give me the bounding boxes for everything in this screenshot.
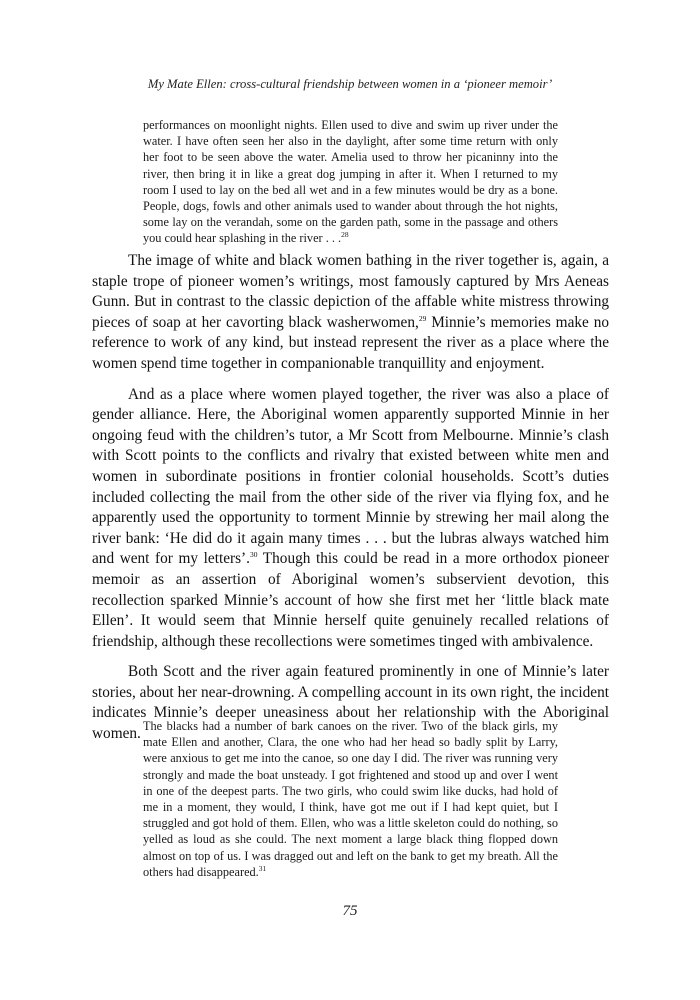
paragraph [92,385,609,653]
paragraph-text: Minnie’s memories make no reference to work of any kind, but instead represent the river as a place where the women spend time together in companionable tranquillity and enjoyment. [92,313,609,372]
paragraph-text: Though this could be read in a more orthodox pioneer memoir as an assertion of Aboriginal women’s subservient devotion, this recollection sparked Minnie’s account of how she first met her ‘little black mate Ellen’. It would seem that Minnie herself quite genuinely recalled relations of friendship, although these recollections were sometimes tinged with ambivalence. [92,550,610,650]
footnote-marker: 28 [341,230,349,240]
running-head: My Mate Ellen: cross-cultural friendship between women in a ‘pioneer memoir’ [147,77,553,91]
paragraph-text: Both Scott and the river again featured prominently in one of Minnie’s later stories, about her near-drowning. A compelling account in its own right, the incident indicates Minnie’s deeper uneasiness about her relationship with the Aboriginal women. [92,663,609,743]
paragraph-text: And as a place where women played together, the river was also a place of gender alliance. Here, the Aboriginal women apparently supported Minnie in her ongoing feud with the children’s tutor, a Mr Scott from Melbourne. Minnie’s clash with Scott points to the conflicts and rivalry that existed between white men and women in subordinate positions in frontier colonial households. Scott’s duties included collecting the mail from the other side of the river via flying fox, and he apparently used the opportunity to torment Minnie by strewing her mail along the river bank: ‘He did do it again many times . . . but the lubras always watched him and went for my letters’. [92,385,609,568]
footnote-marker: 30 [249,550,258,560]
quote-text: The blacks had a number of bark canoes on the river. Two of the black girls, my mate Ellen and another, Clara, the one who had her head so badly split by Larry, were anxious to get me into the canoe, so one day I did. The river was running very strongly and made the boat unsteady. I got frightened and stood up and over I went in one of the deepest parts. The two girls, who could swim like ducks, had hold of me in a moment, they would, I think, have got me out if I had kept quiet, but I struggled and got hold of them. Ellen, who was a little skeleton could do nothing, so yelled as loud as she could. The next moment a large black thing flopped down almost on top of us. I was dragged out and left on the bank to get my breath. All the others had disappeared. [143,719,558,879]
footnote-marker: 31 [258,863,267,873]
quote-text: performances on moonlight nights. Ellen used to dive and swim up river under the water. I have often seen her also in the daylight, after some time return with only her foot to be seen above the water. Amelia used to throw her picaninny into the river, then bring it in like a great dog jumping in after it. When I returned to my room I used to lay on the bed all wet and in a few minutes would be dry as a bone. People, dogs, fowls and other animals used to wander about through the hot nights, some lay on the verandah, some on the garden path, some in the passage and others you could hear splashing in the river . . . [143,118,558,246]
paragraph-text: The image of white and black women bathing in the river together is, again, a staple trope of pioneer women’s writings, most famously captured by Mrs Aeneas Gunn. But in contrast to the classic depiction of the affable white mistress throwing pieces of soap at her cavorting black washerwomen, [92,252,609,331]
footnote-marker: 29 [418,313,427,323]
paragraph [92,251,609,375]
block-quote [143,117,558,247]
block-quote [143,718,558,880]
page-number: 75 [342,903,358,919]
body-text [92,251,609,755]
